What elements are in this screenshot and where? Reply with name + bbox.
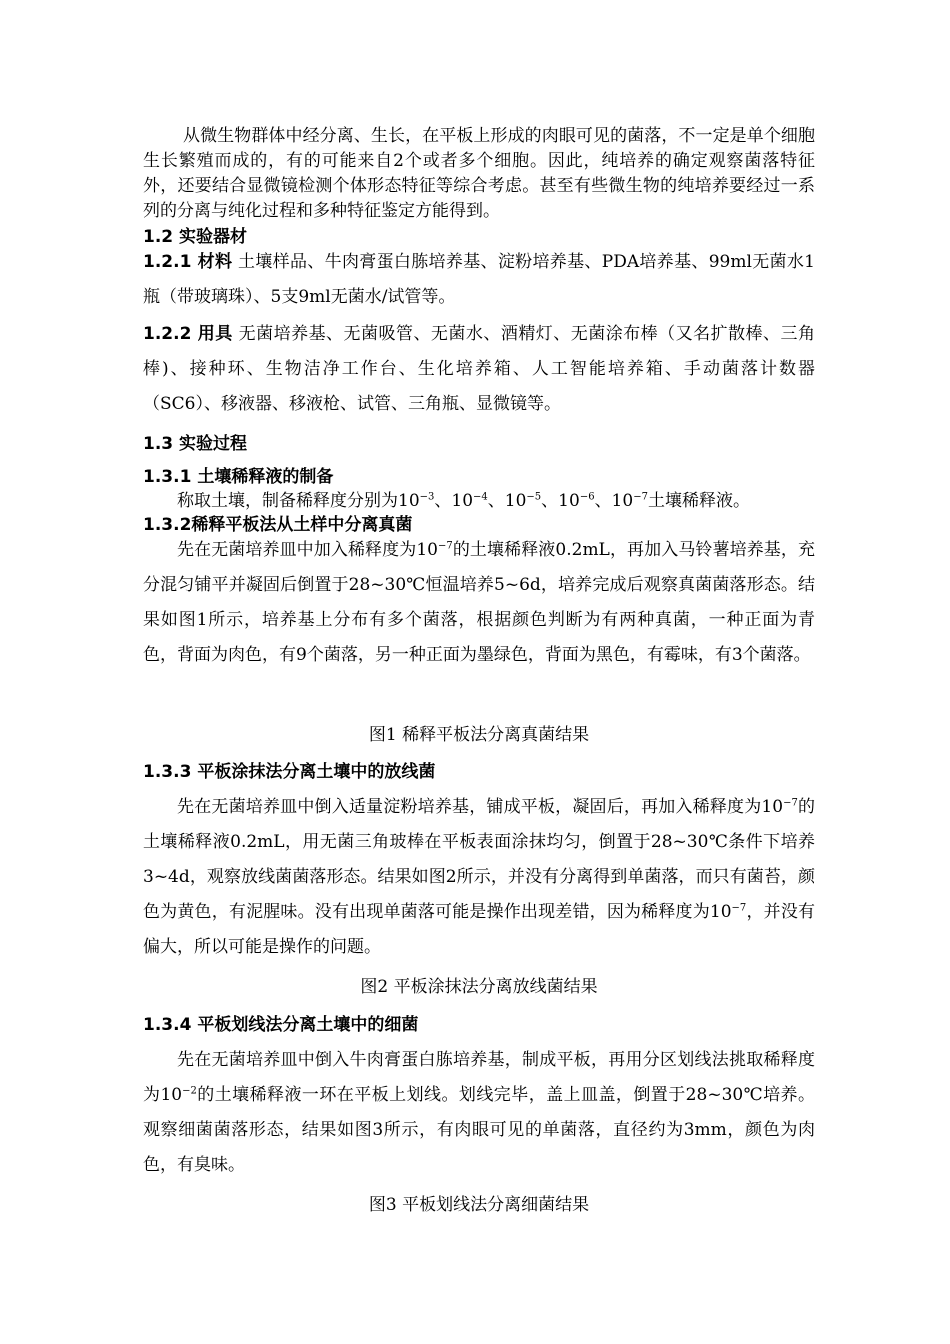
- section-1-2-1-label: 1.2.1 材料: [143, 252, 233, 272]
- section-1-3-2-heading: 1.3.2稀释平板法从土样中分离真菌: [143, 515, 413, 535]
- section-1-2-2-paragraph: [143, 317, 815, 422]
- section-1-2-1-paragraph: [143, 245, 815, 315]
- section-1-2-1-text: 土壤样品、牛肉膏蛋白胨培养基、淀粉培养基、PDA培养基、99ml无菌水1瓶（带玻璃珠）、5支9ml无菌水/试管等。: [143, 252, 815, 307]
- dilution-sep-1: 、10: [434, 491, 474, 511]
- s133-exponent: −7: [783, 797, 798, 809]
- s133-exponent-2: −7: [731, 902, 747, 914]
- dilution-exponent-1: −3: [419, 491, 435, 503]
- s134-text-pre: 先在无菌培养皿中倒入牛肉膏蛋白胨培养基，制成平板，再用分区划线法挑取稀释度为10: [143, 1050, 815, 1105]
- dilution-exponent-4: −6: [579, 491, 595, 503]
- s132-exponent: −7: [437, 540, 453, 552]
- s132-text-post: 的土壤稀释液0.2mL，再加入马铃薯培养基，充分混匀铺平并凝固后倒置于28~30℃恒温培养5~6d，培养完成后观察真菌菌落形态。结果如图1所示，培养基上分布有多个菌落，根据颜色判断为有两种真菌，一种正面为青色，背面为肉色，有9个菌落，另一种正面为墨绿色，背面为黑色，有霉味，有3个菌落。: [143, 540, 815, 665]
- section-1-2-2-label: 1.2.2 用具: [143, 324, 233, 344]
- section-1-2-heading: 1.2 实验器材: [143, 227, 248, 247]
- dilution-exponent-5: −7: [633, 491, 648, 503]
- dilution-exponent-3: −5: [526, 491, 542, 503]
- dilution-exponent-2: −4: [473, 491, 488, 503]
- figure-1-caption: 图1 稀释平板法分离真菌结果: [368, 725, 590, 745]
- s133-text-pre: 先在无菌培养皿中倒入适量淀粉培养基，铺成平板，凝固后，再加入稀释度为10: [177, 797, 784, 817]
- figure-3-caption: 图3 平板划线法分离细菌结果: [368, 1195, 590, 1215]
- dilution-sep-3: 、10: [541, 491, 580, 511]
- dilution-text-pre: 称取土壤，制备稀释度分别为10: [177, 491, 420, 511]
- section-1-3-1-heading: 1.3.1 土壤稀释液的制备: [143, 467, 334, 487]
- section-1-2-2-text: 无菌培养基、无菌吸管、无菌水、酒精灯、无菌涂布棒（又名扩散棒、三角棒)、接种环、生物洁净工作台、生化培养箱、人工智能培养箱、手动菌落计数器（SC6）、移液器、移液枪、试管、三角瓶、显微镜等。: [143, 324, 815, 414]
- section-1-3-4-heading: 1.3.4 平板划线法分离土壤中的细菌: [143, 1015, 419, 1035]
- intro-paragraph: [143, 124, 815, 224]
- section-1-3-1-paragraph: [143, 489, 815, 514]
- s134-text-post: 的土壤稀释液一环在平板上划线。划线完毕，盖上皿盖，倒置于28~30℃培养。观察细菌菌落形态，结果如图3所示，有肉眼可见的单菌落，直径约为3mm，颜色为肉色，有臭味。: [143, 1085, 815, 1175]
- section-1-3-3-paragraph: [143, 790, 815, 965]
- s133-text-mid: 的土壤稀释液0.2mL，用无菌三角玻棒在平板表面涂抹均匀，倒置于28~30℃条件下培养3~4d，观察放线菌菌落形态。结果如图2所示，并没有分离得到单菌落，而只有菌苔，颜色为黄色，有泥腥味。没有出现单菌落可能是操作出现差错，因为稀释度为10: [143, 797, 816, 922]
- section-1-3-4-paragraph: [143, 1043, 815, 1183]
- section-1-3-3-heading: 1.3.3 平板涂抹法分离土壤中的放线菌: [143, 762, 436, 782]
- section-1-3-2-paragraph: [143, 533, 815, 673]
- s133-text-post: ，并没有偏大，所以可能是操作的问题。: [143, 902, 815, 957]
- dilution-text-post: 土壤稀释液。: [647, 491, 750, 511]
- s132-text-pre: 先在无菌培养皿中加入稀释度为10: [177, 540, 438, 560]
- s134-exponent: −2: [182, 1085, 197, 1097]
- figure-2-caption: 图2 平板涂抹法分离放线菌结果: [360, 977, 598, 997]
- dilution-sep-2: 、10: [487, 491, 527, 511]
- dilution-sep-4: 、10: [594, 491, 634, 511]
- intro-text: 从微生物群体中经分离、生长，在平板上形成的肉眼可见的菌落，不一定是单个细胞生长繁殖而成的，有的可能来自2个或者多个细胞。因此，纯培养的确定观察菌落特征外，还要结合显微镜检测个体形态特征等综合考虑。甚至有些微生物的纯培养要经过一系列的分离与纯化过程和多种特征鉴定方能得到。: [143, 126, 815, 221]
- section-1-3-heading: 1.3 实验过程: [143, 434, 248, 454]
